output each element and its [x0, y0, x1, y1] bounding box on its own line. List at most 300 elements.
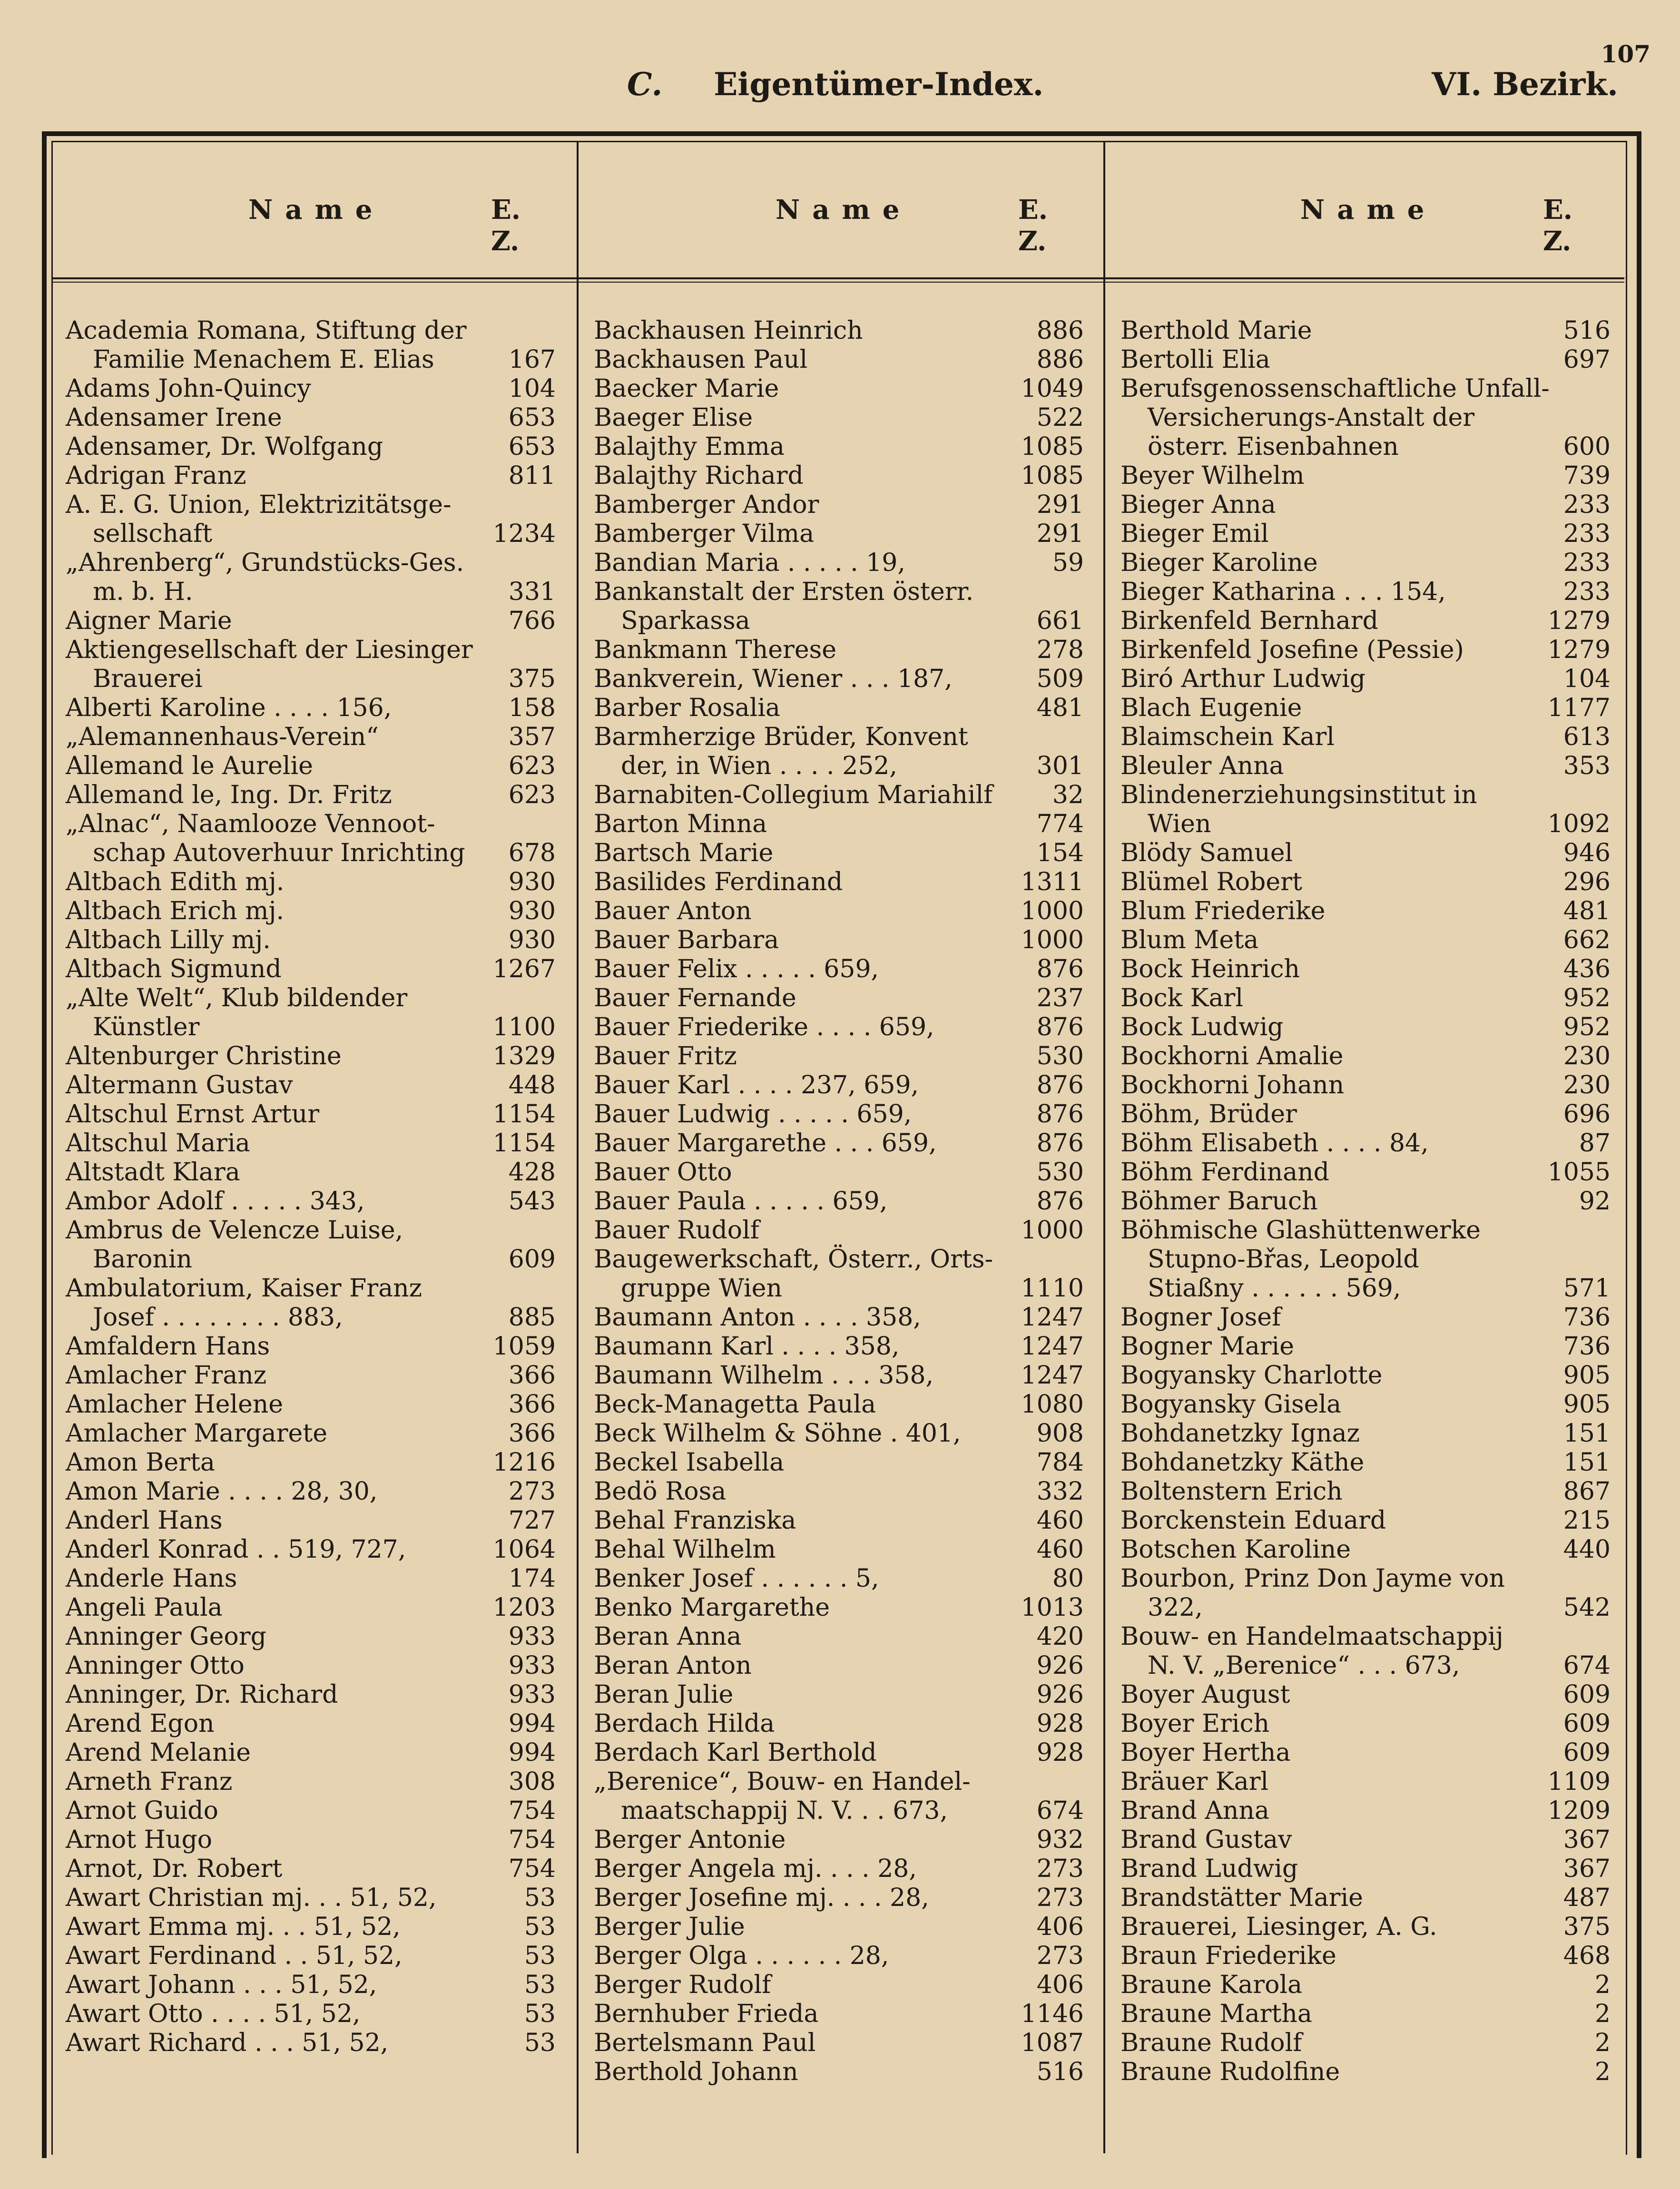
- entry-ez-number: 876: [1036, 955, 1084, 983]
- index-entry-continuation: [1120, 1274, 1611, 1303]
- index-entry: [594, 1855, 1084, 1884]
- entry-name: Bankmann Therese: [594, 636, 837, 664]
- entry-ez-number: 613: [1563, 723, 1611, 751]
- entry-name: Benker Josef . . . . . . 5,: [594, 1564, 879, 1593]
- entry-name: Awart Otto . . . . 51, 52,: [66, 2000, 361, 2028]
- entry-name: Amon Marie . . . . 28, 30,: [66, 1477, 378, 1506]
- entry-name: Baronin: [93, 1245, 192, 1274]
- entry-name: Baumann Anton . . . . 358,: [594, 1303, 921, 1332]
- index-entry: [66, 1274, 556, 1303]
- entry-ez-number: 928: [1036, 1738, 1084, 1767]
- entry-name: österr. Eisenbahnen: [1148, 432, 1399, 461]
- index-entry: [66, 1738, 556, 1767]
- entry-ez-number: 886: [1036, 316, 1084, 345]
- page-title: Eigentümer-Index.: [714, 66, 1044, 103]
- entry-ez-number: 674: [1563, 1651, 1611, 1680]
- entry-ez-number: 301: [1036, 752, 1084, 780]
- entry-ez-number: 886: [1036, 345, 1084, 374]
- entry-name: Arend Melanie: [66, 1738, 251, 1767]
- entry-ez-number: 92: [1579, 1187, 1611, 1216]
- entry-ez-number: 678: [508, 839, 556, 867]
- entry-ez-number: 623: [508, 781, 556, 809]
- index-entry: [66, 926, 556, 955]
- section-letter: C.: [627, 66, 663, 103]
- entry-ez-number: 154: [1036, 839, 1084, 867]
- entry-name: Bertelsmann Paul: [594, 2029, 816, 2057]
- index-entry: [594, 1042, 1084, 1071]
- entry-name: Bieger Karoline: [1120, 549, 1318, 577]
- index-entry: [66, 549, 556, 578]
- index-entry: [594, 578, 1084, 607]
- entry-name: Bauer Fritz: [594, 1042, 737, 1070]
- column-header-ez: E. Z.: [491, 194, 521, 257]
- index-entry: [594, 1477, 1084, 1506]
- index-entry: [66, 461, 556, 491]
- index-entry: [1120, 461, 1611, 491]
- column-divider: [1103, 141, 1105, 2153]
- entry-name: Ambrus de Velencze Luise,: [66, 1216, 403, 1245]
- index-entry-continuation: [594, 1274, 1084, 1303]
- index-entry: [1120, 2000, 1611, 2029]
- entry-ez-number: 367: [1563, 1855, 1611, 1883]
- entry-ez-number: 53: [524, 2029, 556, 2057]
- entry-ez-number: 905: [1563, 1361, 1611, 1390]
- index-entry: [66, 1855, 556, 1884]
- index-entry: [66, 1709, 556, 1738]
- index-entry: [1120, 2058, 1611, 2087]
- entry-name: Familie Menachem E. Elias: [93, 345, 434, 374]
- entry-name: Altermann Gustav: [66, 1071, 293, 1099]
- index-entry: [594, 868, 1084, 897]
- entry-name: Ambor Adolf . . . . . 343,: [66, 1187, 365, 1216]
- index-entry: [66, 1216, 556, 1245]
- entry-ez-number: 908: [1036, 1419, 1084, 1448]
- entry-name: Brand Ludwig: [1120, 1855, 1298, 1883]
- entry-ez-number: 151: [1563, 1448, 1611, 1477]
- entry-ez-number: 1329: [492, 1042, 556, 1070]
- entry-name: Boyer Erich: [1120, 1709, 1270, 1738]
- entry-ez-number: 674: [1036, 1796, 1084, 1825]
- entry-name: Backhausen Paul: [594, 345, 808, 374]
- entry-ez-number: 1000: [1021, 1216, 1084, 1245]
- index-entry: [1120, 1738, 1611, 1767]
- entry-ez-number: 59: [1052, 549, 1084, 577]
- index-entry: [1120, 374, 1611, 403]
- entry-name: Angeli Paula: [66, 1593, 223, 1622]
- entry-ez-number: 661: [1036, 607, 1084, 635]
- entry-name: Altbach Edith mj.: [66, 868, 285, 896]
- index-entry: [1120, 607, 1611, 636]
- entry-name: Blum Friederike: [1120, 897, 1326, 925]
- entry-name: Beyer Wilhelm: [1120, 461, 1305, 490]
- entry-ez-number: 933: [508, 1680, 556, 1709]
- index-entry: [1120, 1216, 1611, 1245]
- entry-ez-number: 80: [1052, 1564, 1084, 1593]
- index-entry-continuation: [594, 1796, 1084, 1826]
- entry-ez-number: 481: [1036, 694, 1084, 722]
- entry-ez-number: 1154: [492, 1129, 556, 1158]
- entry-name: Bockhorni Johann: [1120, 1071, 1345, 1099]
- entry-ez-number: 1247: [1021, 1361, 1084, 1390]
- entry-name: Allemand le, Ing. Dr. Fritz: [66, 781, 392, 809]
- entry-name: „Berenice“, Bouw- en Handel-: [594, 1767, 971, 1796]
- entry-name: Adams John-Quincy: [66, 374, 311, 403]
- entry-ez-number: 278: [1036, 636, 1084, 664]
- entry-name: Arneth Franz: [66, 1767, 233, 1796]
- entry-name: Beck-Managetta Paula: [594, 1390, 876, 1419]
- entry-name: Arnot Guido: [66, 1796, 218, 1825]
- index-entry: [594, 2058, 1084, 2087]
- entry-name: Academia Romana, Stiftung der: [66, 316, 467, 345]
- entry-ez-number: 332: [1036, 1477, 1084, 1506]
- entry-ez-number: 436: [1563, 955, 1611, 983]
- entry-name: sellschaft: [93, 520, 213, 548]
- entry-name: Bandian Maria . . . . . 19,: [594, 549, 905, 577]
- entry-name: Bogner Josef: [1120, 1303, 1281, 1332]
- index-entry: [594, 665, 1084, 694]
- entry-name: Braun Friederike: [1120, 1942, 1336, 1970]
- index-entry: [1120, 1826, 1611, 1855]
- entry-ez-number: 522: [1036, 403, 1084, 432]
- index-entry: [1120, 955, 1611, 984]
- entry-name: Boyer August: [1120, 1680, 1290, 1709]
- entry-name: Amlacher Franz: [66, 1361, 267, 1390]
- entry-ez-number: 233: [1563, 578, 1611, 606]
- index-entry: [66, 897, 556, 926]
- index-entry: [594, 345, 1084, 374]
- entry-ez-number: 885: [508, 1303, 556, 1332]
- entry-name: Altbach Lilly mj.: [66, 926, 271, 954]
- index-entry: [594, 1971, 1084, 2000]
- entry-name: Bogyansky Charlotte: [1120, 1361, 1383, 1390]
- index-entry: [1120, 1767, 1611, 1796]
- entry-name: Boltenstern Erich: [1120, 1477, 1343, 1506]
- entry-name: Allemand le Aurelie: [66, 752, 313, 780]
- entry-ez-number: 460: [1036, 1506, 1084, 1535]
- index-entry: [594, 2029, 1084, 2058]
- index-entry: [66, 781, 556, 810]
- index-entry: [66, 1593, 556, 1622]
- entry-name: Adensamer, Dr. Wolfgang: [66, 432, 383, 461]
- entry-ez-number: 653: [508, 403, 556, 432]
- index-entry: [1120, 1709, 1611, 1738]
- entry-ez-number: 1000: [1021, 897, 1084, 925]
- index-entry: [66, 1042, 556, 1071]
- entry-name: Blindenerziehungsinstitut in: [1120, 781, 1477, 809]
- index-entry-continuation: [1120, 403, 1611, 432]
- index-entry: [594, 461, 1084, 491]
- index-entry: [1120, 1448, 1611, 1477]
- entry-name: Bauer Anton: [594, 897, 752, 925]
- entry-name: Amon Berta: [66, 1448, 215, 1477]
- header-rule: [51, 277, 1624, 279]
- entry-ez-number: 296: [1563, 868, 1611, 896]
- index-entry: [594, 1303, 1084, 1332]
- entry-name: N. V. „Berenice“ . . . 673,: [1148, 1651, 1460, 1680]
- entry-ez-number: 32: [1052, 781, 1084, 809]
- entry-ez-number: 1092: [1547, 810, 1611, 838]
- index-entry-continuation: [66, 520, 556, 549]
- index-entry: [66, 636, 556, 665]
- entry-ez-number: 468: [1563, 1942, 1611, 1970]
- index-entry: [1120, 868, 1611, 897]
- entry-ez-number: 273: [1036, 1942, 1084, 1970]
- entry-name: Anderl Konrad . . 519, 727,: [66, 1535, 406, 1564]
- index-entry: [594, 1622, 1084, 1651]
- index-entry: [1120, 1680, 1611, 1709]
- entry-ez-number: 233: [1563, 491, 1611, 519]
- entry-name: Braune Rudolf: [1120, 2029, 1302, 2057]
- entry-name: Awart Johann . . . 51, 52,: [66, 1971, 377, 1999]
- entry-name: Bamberger Andor: [594, 491, 819, 519]
- entry-name: Bogner Marie: [1120, 1332, 1294, 1361]
- index-entry: [66, 1361, 556, 1390]
- entry-name: Baumann Karl . . . . 358,: [594, 1332, 900, 1361]
- index-entry: [594, 810, 1084, 839]
- entry-ez-number: 930: [508, 868, 556, 896]
- entry-ez-number: 623: [508, 752, 556, 780]
- index-entry: [594, 1448, 1084, 1477]
- entry-ez-number: 406: [1036, 1913, 1084, 1941]
- entry-name: Brandstätter Marie: [1120, 1884, 1363, 1912]
- entry-ez-number: 53: [524, 1884, 556, 1912]
- entry-ez-number: 774: [1036, 810, 1084, 838]
- entry-name: Josef . . . . . . . . 883,: [93, 1303, 343, 1332]
- index-entry: [594, 1129, 1084, 1158]
- index-entry-continuation: [66, 578, 556, 607]
- entry-name: Barnabiten-Collegium Mariahilf: [594, 781, 993, 809]
- index-entry: [66, 1535, 556, 1564]
- entry-name: Berthold Johann: [594, 2058, 798, 2086]
- entry-ez-number: 375: [1563, 1913, 1611, 1941]
- index-entry: [1120, 491, 1611, 520]
- entry-name: Amfaldern Hans: [66, 1332, 270, 1361]
- entry-name: Brauerei, Liesinger, A. G.: [1120, 1913, 1437, 1941]
- entry-ez-number: 1247: [1021, 1332, 1084, 1361]
- entry-name: Versicherungs-Anstalt der: [1148, 403, 1475, 432]
- entry-name: Benko Margarethe: [594, 1593, 830, 1622]
- entry-ez-number: 1279: [1547, 607, 1611, 635]
- entry-name: Bouw- en Handelmaatschappij: [1120, 1622, 1503, 1651]
- index-entry: [1120, 926, 1611, 955]
- entry-ez-number: 754: [508, 1855, 556, 1883]
- entry-ez-number: 1203: [492, 1593, 556, 1622]
- entry-name: Baecker Marie: [594, 374, 779, 403]
- index-entry: [1120, 1100, 1611, 1129]
- entry-name: Künstler: [93, 1013, 200, 1041]
- entry-ez-number: 151: [1563, 1419, 1611, 1448]
- entry-ez-number: 1209: [1547, 1796, 1611, 1825]
- entry-name: Bauer Rudolf: [594, 1216, 759, 1245]
- entry-name: Botschen Karoline: [1120, 1535, 1351, 1564]
- entry-ez-number: 609: [508, 1245, 556, 1274]
- entry-name: Amlacher Margarete: [66, 1419, 327, 1448]
- entry-name: Berdach Hilda: [594, 1709, 775, 1738]
- index-entry: [594, 1913, 1084, 1942]
- index-entry: [66, 1448, 556, 1477]
- index-entry: [1120, 1303, 1611, 1332]
- entry-name: Bankanstalt der Ersten österr.: [594, 578, 974, 606]
- index-entry: [594, 723, 1084, 752]
- entry-name: Bernhuber Frieda: [594, 2000, 819, 2028]
- index-entry: [1120, 1506, 1611, 1535]
- entry-name: Arnot Hugo: [66, 1826, 213, 1854]
- index-entry: [594, 636, 1084, 665]
- entry-ez-number: 696: [1563, 1100, 1611, 1129]
- index-entry: [594, 491, 1084, 520]
- entry-ez-number: 609: [1563, 1680, 1611, 1709]
- index-entry: [66, 810, 556, 839]
- entry-name: Bock Karl: [1120, 984, 1244, 1012]
- index-entry: [66, 1332, 556, 1361]
- entry-ez-number: 1080: [1021, 1390, 1084, 1419]
- entry-name: Bieger Anna: [1120, 491, 1276, 519]
- entry-name: Ambulatorium, Kaiser Franz: [66, 1274, 422, 1303]
- index-entry-continuation: [66, 1013, 556, 1042]
- entry-ez-number: 926: [1036, 1651, 1084, 1680]
- column-header-name: Name: [776, 194, 912, 226]
- index-entry: [1120, 1913, 1611, 1942]
- entry-name: Bauer Friederike . . . . 659,: [594, 1013, 934, 1041]
- index-entry: [1120, 1855, 1611, 1884]
- entry-name: Blümel Robert: [1120, 868, 1302, 896]
- index-entry-continuation: [66, 345, 556, 374]
- entry-name: Biró Arthur Ludwig: [1120, 665, 1366, 693]
- entry-name: Altenburger Christine: [66, 1042, 342, 1070]
- entry-name: Berdach Karl Berthold: [594, 1738, 877, 1767]
- entry-name: Altschul Ernst Artur: [66, 1100, 320, 1129]
- entry-ez-number: 366: [508, 1419, 556, 1448]
- entry-ez-number: 1146: [1021, 2000, 1084, 2028]
- index-entry-continuation: [66, 1303, 556, 1332]
- index-entry-continuation: [66, 665, 556, 694]
- entry-name: Beck Wilhelm & Söhne . 401,: [594, 1419, 961, 1448]
- entry-ez-number: 1085: [1021, 461, 1084, 490]
- entry-name: Blaimschein Karl: [1120, 723, 1335, 751]
- entry-ez-number: 905: [1563, 1390, 1611, 1419]
- index-entry: [594, 1158, 1084, 1187]
- index-entry: [594, 1535, 1084, 1564]
- index-entry: [66, 1884, 556, 1913]
- entry-name: Bauer Fernande: [594, 984, 796, 1012]
- entry-ez-number: 1064: [492, 1535, 556, 1564]
- entry-ez-number: 1110: [1021, 1274, 1084, 1303]
- entry-name: Bankverein, Wiener . . . 187,: [594, 665, 953, 693]
- entry-ez-number: 440: [1563, 1535, 1611, 1564]
- entry-ez-number: 53: [524, 1971, 556, 1999]
- entry-name: Stiaßny . . . . . . 569,: [1148, 1274, 1401, 1303]
- entry-name: schap Autoverhuur Inrichting: [93, 839, 465, 867]
- entry-name: maatschappij N. V. . . 673,: [621, 1796, 948, 1825]
- entry-ez-number: 867: [1563, 1477, 1611, 1506]
- index-entry: [594, 1390, 1084, 1419]
- entry-name: Barton Minna: [594, 810, 767, 838]
- index-entry: [1120, 694, 1611, 723]
- entry-name: Berufsgenossenschaftliche Unfall-: [1120, 374, 1550, 403]
- entry-ez-number: 516: [1036, 2058, 1084, 2086]
- entry-ez-number: 543: [508, 1187, 556, 1216]
- entry-name: Behal Wilhelm: [594, 1535, 776, 1564]
- index-entry: [66, 1622, 556, 1651]
- entry-ez-number: 448: [508, 1071, 556, 1099]
- index-entry: [1120, 839, 1611, 868]
- entry-ez-number: 736: [1563, 1332, 1611, 1361]
- index-entry: [594, 1332, 1084, 1361]
- entry-name: Berthold Marie: [1120, 316, 1312, 345]
- column-divider: [577, 141, 579, 2153]
- entry-name: Amlacher Helene: [66, 1390, 284, 1419]
- entry-name: Bauer Karl . . . . 237, 659,: [594, 1071, 919, 1099]
- entry-name: Bauer Otto: [594, 1158, 732, 1187]
- index-entry: [1120, 1971, 1611, 2000]
- entry-ez-number: 653: [508, 432, 556, 461]
- entry-name: Awart Christian mj. . . 51, 52,: [66, 1884, 437, 1912]
- index-entry: [594, 1942, 1084, 1971]
- index-entry: [1120, 1013, 1611, 1042]
- entry-name: Wien: [1148, 810, 1211, 838]
- index-entry: [66, 2000, 556, 2029]
- index-entry: [594, 1680, 1084, 1709]
- entry-ez-number: 2: [1594, 2000, 1611, 2028]
- index-entry: [1120, 1187, 1611, 1216]
- entry-name: Bauer Margarethe . . . 659,: [594, 1129, 937, 1158]
- entry-name: Bräuer Karl: [1120, 1767, 1269, 1796]
- index-entry: [66, 1158, 556, 1187]
- entry-name: Birkenfeld Bernhard: [1120, 607, 1378, 635]
- index-entry: [66, 1129, 556, 1158]
- entry-ez-number: 784: [1036, 1448, 1084, 1477]
- index-entry: [66, 1506, 556, 1535]
- index-entry: [594, 1100, 1084, 1129]
- entry-name: Böhmische Glashüttenwerke: [1120, 1216, 1481, 1245]
- entry-name: Boyer Hertha: [1120, 1738, 1291, 1767]
- index-entry: [1120, 1535, 1611, 1564]
- index-entry-continuation: [594, 752, 1084, 781]
- entry-ez-number: 53: [524, 1942, 556, 1970]
- index-entry: [594, 1071, 1084, 1100]
- index-entry: [66, 1390, 556, 1419]
- index-entry: [1120, 578, 1611, 607]
- index-entry: [594, 1506, 1084, 1535]
- entry-name: Bedö Rosa: [594, 1477, 727, 1506]
- index-entry: [66, 694, 556, 723]
- entry-name: Böhm Ferdinand: [1120, 1158, 1329, 1187]
- entry-name: Anninger Georg: [66, 1622, 266, 1651]
- index-entry: [1120, 1129, 1611, 1158]
- entry-ez-number: 233: [1563, 549, 1611, 577]
- index-entry: [66, 432, 556, 461]
- entry-name: Awart Emma mj. . . 51, 52,: [66, 1913, 401, 1941]
- index-entry: [66, 984, 556, 1013]
- entry-name: Bauer Barbara: [594, 926, 779, 954]
- index-entry: [1120, 723, 1611, 752]
- index-entry: [66, 752, 556, 781]
- entry-name: Bock Heinrich: [1120, 955, 1300, 983]
- entry-ez-number: 697: [1563, 345, 1611, 374]
- entry-ez-number: 928: [1036, 1709, 1084, 1738]
- entry-ez-number: 273: [1036, 1855, 1084, 1883]
- index-entry: [1120, 636, 1611, 665]
- entry-ez-number: 933: [508, 1622, 556, 1651]
- entry-name: A. E. G. Union, Elektrizitätsge-: [66, 491, 452, 519]
- index-entry: [1120, 1419, 1611, 1448]
- index-entry: [66, 1187, 556, 1216]
- entry-name: Berger Julie: [594, 1913, 745, 1941]
- entry-ez-number: 530: [1036, 1158, 1084, 1187]
- index-entry: [594, 955, 1084, 984]
- entry-name: Bockhorni Amalie: [1120, 1042, 1344, 1070]
- index-entry-continuation: [594, 607, 1084, 636]
